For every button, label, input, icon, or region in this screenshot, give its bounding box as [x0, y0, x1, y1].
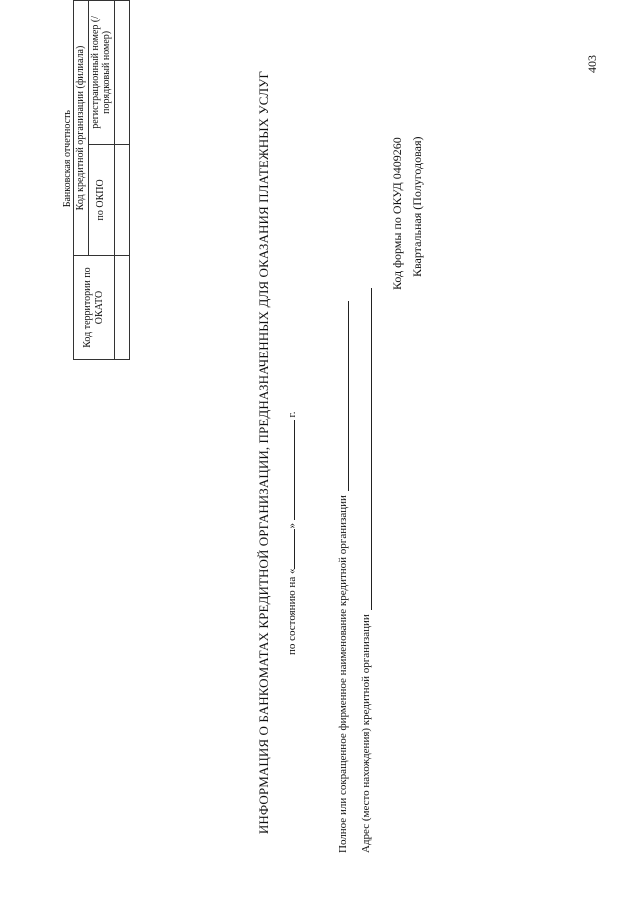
- page-title: ИНФОРМАЦИЯ О БАНКОМАТАХ КРЕДИТНОЙ ОРГАНИЗАЦИИ, ПРЕДНАЗНАЧЕННЫХ ДЛЯ ОКАЗАНИЯ ПЛАТЕЖНЫХ УСЛУГ: [256, 70, 271, 835]
- table-header-row: [74, 1, 89, 360]
- reg-number-cell[interactable]: [114, 1, 129, 145]
- okpo-cell[interactable]: [114, 144, 129, 255]
- org-name-label: Полное или сокращенное фирменное наименование кредитной организации: [337, 495, 349, 853]
- bank-report-label: Банковская отчетность: [62, 110, 73, 208]
- address-field[interactable]: [361, 288, 372, 610]
- page-number: 403: [585, 55, 599, 73]
- org-name-field[interactable]: [338, 301, 349, 491]
- okud-form-code: Код формы по ОКУД 0409260: [390, 137, 404, 290]
- as-of-mid: »: [286, 523, 298, 529]
- day-field[interactable]: [283, 529, 295, 569]
- as-of-prefix: по состоянию на «: [286, 568, 298, 655]
- codes-table: [73, 0, 130, 360]
- as-of-suffix: г.: [286, 411, 298, 418]
- address-row: [360, 288, 372, 853]
- address-label: Адрес (место нахождения) кредитной организации: [360, 614, 372, 853]
- org-code-header: Код кредитной организации (филиала): [74, 1, 89, 256]
- org-name-row: [337, 301, 349, 853]
- table-blank-row: [114, 1, 129, 360]
- as-of-date-line: [283, 412, 298, 655]
- reg-number-header: регистрационный номер (/порядковый номер): [88, 1, 114, 145]
- report-period: Квартальная (Полугодовая): [410, 136, 424, 277]
- month-year-field[interactable]: [283, 420, 295, 520]
- okato-header: Код территории по ОКАТО: [74, 256, 115, 360]
- okpo-header: по ОКПО: [88, 144, 114, 255]
- okato-cell[interactable]: [114, 256, 129, 360]
